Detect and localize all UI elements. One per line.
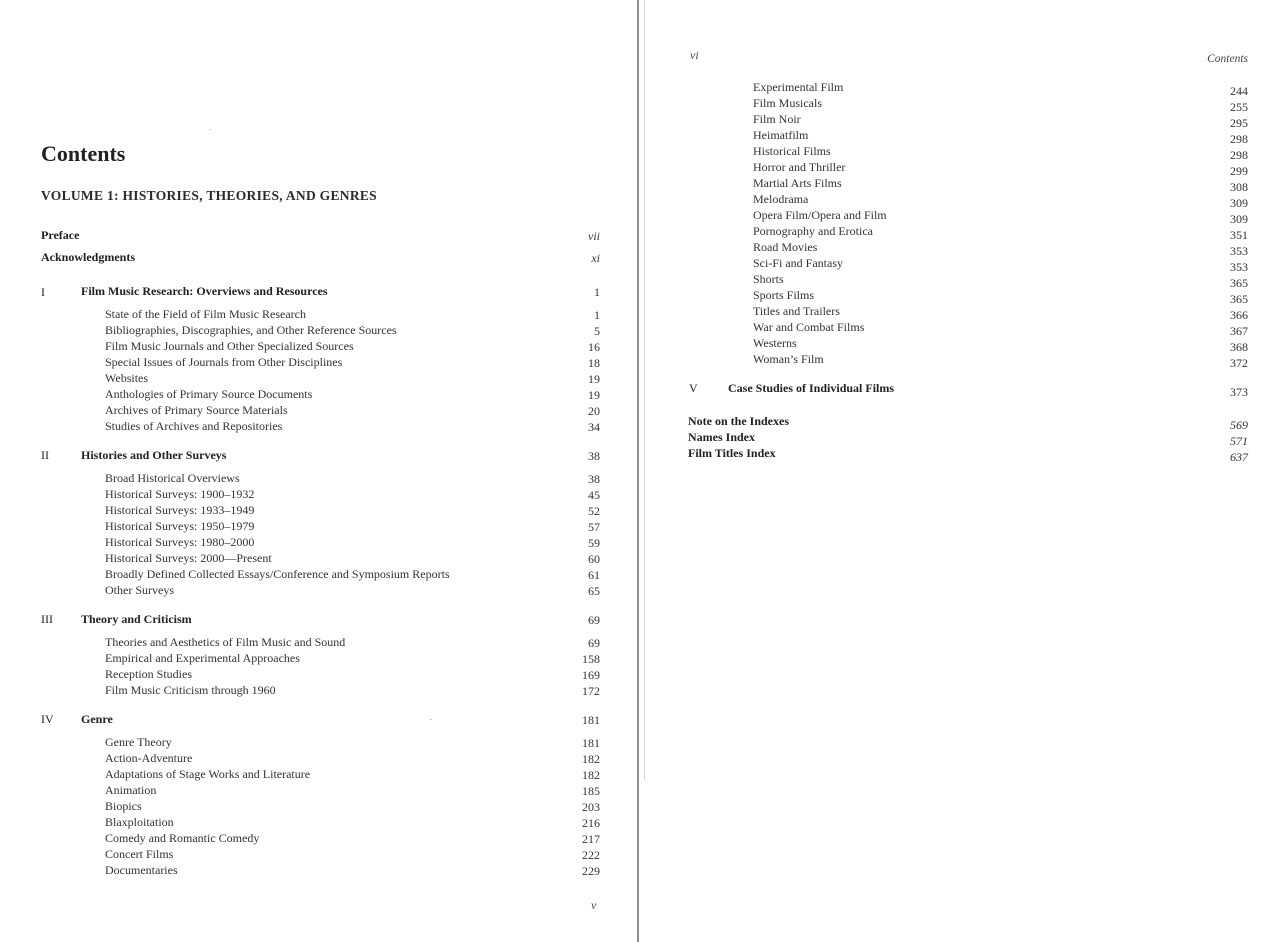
part-numeral: II — [41, 448, 49, 462]
back-matter-page: 569 — [1230, 418, 1248, 432]
toc-entry-label[interactable]: Genre Theory — [105, 735, 172, 749]
toc-entry-page: 169 — [582, 668, 600, 682]
toc-entry-label[interactable]: Websites — [105, 371, 149, 385]
part-page: 69 — [588, 613, 600, 627]
toc-entry-label[interactable]: Heimatfilm — [753, 128, 809, 142]
toc-entry-label[interactable]: Film Musicals — [753, 96, 823, 110]
toc-entry-page: 18 — [588, 356, 600, 370]
toc-entry-page: 366 — [1230, 308, 1248, 322]
toc-entry-page: 172 — [582, 684, 600, 698]
toc-entry-page: 353 — [1230, 244, 1248, 258]
part-numeral: I — [41, 285, 45, 299]
toc-entry-page: 59 — [588, 536, 600, 550]
back-matter-page: 637 — [1230, 450, 1248, 464]
toc-entry-label[interactable]: Opera Film/Opera and Film — [753, 208, 887, 222]
toc-entry-label[interactable]: Comedy and Romantic Comedy — [105, 831, 260, 845]
part-page: 1 — [594, 285, 600, 299]
left-page — [0, 0, 638, 942]
toc-entry-page: 309 — [1230, 196, 1248, 210]
toc-entry-page: 372 — [1230, 356, 1248, 370]
toc-entry-label[interactable]: Action-Adventure — [105, 751, 193, 765]
part-page: 373 — [1230, 385, 1248, 399]
part-title[interactable]: Case Studies of Individual Films — [728, 381, 895, 395]
part-page: 38 — [588, 449, 600, 463]
back-matter-label[interactable]: Names Index — [688, 430, 756, 444]
toc-entry-page: 309 — [1230, 212, 1248, 226]
toc-entry-page: 298 — [1230, 132, 1248, 146]
front-matter-preface-page: vii — [588, 229, 600, 243]
toc-entry-label[interactable]: War and Combat Films — [753, 320, 865, 334]
toc-entry-label[interactable]: Broadly Defined Collected Essays/Conference and Symposium Reports — [105, 567, 450, 581]
toc-entry-label[interactable]: Woman’s Film — [753, 352, 824, 366]
toc-entry-label[interactable]: Other Surveys — [105, 583, 174, 597]
scan-speck — [430, 719, 432, 720]
running-head-title: Contents — [1207, 53, 1248, 65]
toc-entry-label[interactable]: Film Noir — [753, 112, 801, 126]
toc-entry-page: 367 — [1230, 324, 1248, 338]
toc-entry-page: 61 — [588, 568, 600, 582]
toc-entry-label[interactable]: Biopics — [105, 799, 142, 813]
toc-entry-page: 52 — [588, 504, 600, 518]
toc-entry-page: 182 — [582, 752, 600, 766]
toc-entry-label[interactable]: Theories and Aesthetics of Film Music and Sound — [105, 635, 346, 649]
toc-entry-page: 255 — [1230, 100, 1248, 114]
toc-entry-label[interactable]: Bibliographies, Discographies, and Other Reference Sources — [105, 323, 397, 337]
toc-entry-page: 298 — [1230, 148, 1248, 162]
part-title[interactable]: Genre — [81, 712, 113, 726]
volume-heading: VOLUME 1: HISTORIES, THEORIES, AND GENRES — [41, 188, 377, 203]
toc-entry-page: 60 — [588, 552, 600, 566]
toc-entry-page: 19 — [588, 388, 600, 402]
toc-entry-page: 158 — [582, 652, 600, 666]
toc-entry-label[interactable]: Archives of Primary Source Materials — [105, 403, 288, 417]
right-page — [641, 0, 1280, 942]
toc-entry-page: 20 — [588, 404, 600, 418]
toc-entry-label[interactable]: Adaptations of Stage Works and Literature — [105, 767, 311, 781]
toc-entry-label[interactable]: Melodrama — [753, 192, 809, 206]
toc-entry-label[interactable]: Martial Arts Films — [753, 176, 842, 190]
toc-entry-label[interactable]: Empirical and Experimental Approaches — [105, 651, 300, 665]
toc-entry-label[interactable]: Titles and Trailers — [753, 304, 840, 318]
toc-entry-label[interactable]: Anthologies of Primary Source Documents — [105, 387, 313, 401]
toc-entry-page: 34 — [588, 420, 600, 434]
toc-entry-page: 216 — [582, 816, 600, 830]
toc-entry-page: 19 — [588, 372, 600, 386]
toc-entry-page: 45 — [588, 488, 600, 502]
toc-entry-label[interactable]: Historical Surveys: 2000—Present — [105, 551, 272, 565]
toc-entry-label[interactable]: Documentaries — [105, 863, 178, 877]
toc-entry-label[interactable]: Horror and Thriller — [753, 160, 846, 174]
toc-entry-label[interactable]: Animation — [105, 783, 157, 797]
front-matter-preface-label[interactable]: Preface — [41, 228, 80, 242]
page-title: Contents — [41, 141, 126, 166]
part-numeral: V — [689, 381, 698, 395]
toc-entry-page: 365 — [1230, 276, 1248, 290]
toc-entry-page: 5 — [594, 324, 600, 338]
toc-entry-page: 16 — [588, 340, 600, 354]
front-matter-acknowledgments-label[interactable]: Acknowledgments — [41, 250, 136, 264]
toc-entry-page: 308 — [1230, 180, 1248, 194]
toc-entry-page: 222 — [582, 848, 600, 862]
page-folio: v — [591, 898, 597, 912]
toc-entry-page: 57 — [588, 520, 600, 534]
part-title[interactable]: Theory and Criticism — [81, 612, 192, 626]
running-head-folio: vi — [690, 48, 699, 62]
toc-entry-label[interactable]: Historical Surveys: 1900–1932 — [105, 487, 255, 501]
toc-entry-label[interactable]: Film Music Criticism through 1960 — [105, 683, 276, 697]
front-matter-acknowledgments-page: xi — [591, 251, 600, 265]
toc-entry-label[interactable]: Road Movies — [753, 240, 818, 254]
scan-speck — [209, 129, 211, 130]
toc-entry-page: 229 — [582, 864, 600, 878]
toc-entry-label[interactable]: Sports Films — [753, 288, 815, 302]
toc-entry-label[interactable]: State of the Field of Film Music Research — [105, 307, 306, 321]
toc-entry-label[interactable]: Broad Historical Overviews — [105, 471, 240, 485]
part-numeral: III — [41, 612, 53, 626]
toc-entry-page: 295 — [1230, 116, 1248, 130]
toc-entry-page: 351 — [1230, 228, 1248, 242]
toc-entry-label[interactable]: Reception Studies — [105, 667, 192, 681]
toc-entry-page: 1 — [594, 308, 600, 322]
toc-entry-page: 203 — [582, 800, 600, 814]
toc-entry-label[interactable]: Historical Surveys: 1933–1949 — [105, 503, 255, 517]
toc-entry-label[interactable]: Pornography and Erotica — [753, 224, 873, 238]
toc-entry-page: 217 — [582, 832, 600, 846]
toc-entry-page: 65 — [588, 584, 600, 598]
toc-entry-label[interactable]: Shorts — [753, 272, 784, 286]
toc-entry-label[interactable]: Historical Surveys: 1950–1979 — [105, 519, 255, 533]
toc-entry-label[interactable]: Special Issues of Journals from Other Disciplines — [105, 355, 343, 369]
toc-entry-page: 38 — [588, 472, 600, 486]
part-title[interactable]: Film Music Research: Overviews and Resources — [81, 284, 328, 298]
toc-entry-label[interactable]: Historical Films — [753, 144, 831, 158]
back-matter-label[interactable]: Note on the Indexes — [688, 414, 789, 428]
back-matter-page: 571 — [1230, 434, 1248, 448]
back-matter-label[interactable]: Film Titles Index — [688, 446, 776, 460]
toc-entry-label[interactable]: Westerns — [753, 336, 797, 350]
toc-entry-label[interactable]: Sci-Fi and Fantasy — [753, 256, 843, 270]
part-page: 181 — [582, 713, 600, 727]
toc-entry-label[interactable]: Historical Surveys: 1980–2000 — [105, 535, 255, 549]
toc-entry-page: 69 — [588, 636, 600, 650]
part-title[interactable]: Histories and Other Surveys — [81, 448, 227, 462]
toc-entry-label[interactable]: Concert Films — [105, 847, 174, 861]
toc-entry-page: 185 — [582, 784, 600, 798]
toc-entry-label[interactable]: Film Music Journals and Other Specialized Sources — [105, 339, 354, 353]
toc-entry-page: 353 — [1230, 260, 1248, 274]
part-numeral: IV — [41, 712, 54, 726]
toc-entry-label[interactable]: Experimental Film — [753, 80, 844, 94]
toc-entry-page: 181 — [582, 736, 600, 750]
toc-entry-label[interactable]: Blaxploitation — [105, 815, 174, 829]
toc-entry-page: 244 — [1230, 84, 1248, 98]
toc-entry-page: 365 — [1230, 292, 1248, 306]
toc-entry-page: 182 — [582, 768, 600, 782]
toc-entry-page: 299 — [1230, 164, 1248, 178]
toc-entry-page: 368 — [1230, 340, 1248, 354]
toc-entry-label[interactable]: Studies of Archives and Repositories — [105, 419, 283, 433]
